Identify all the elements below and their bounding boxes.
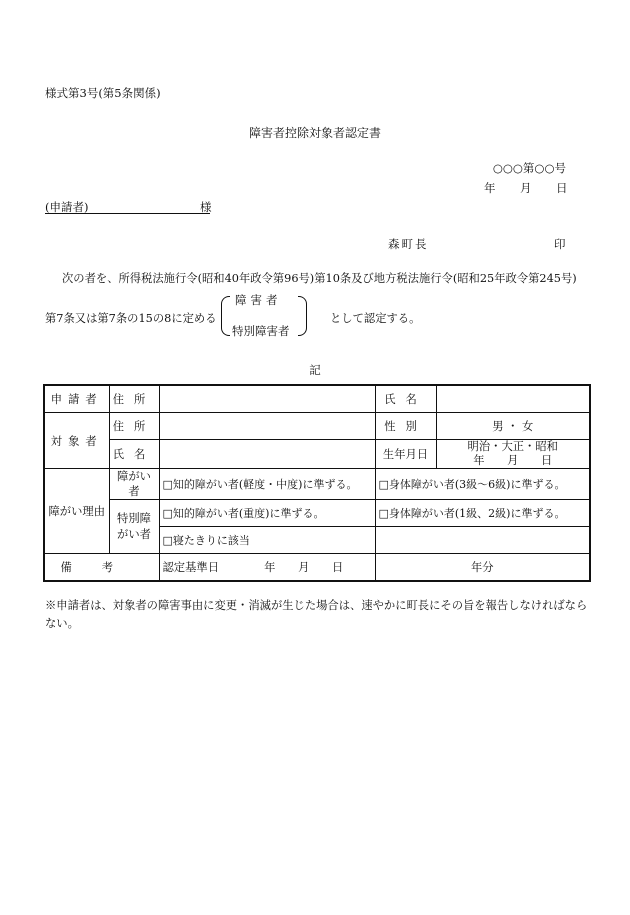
right-brace <box>298 296 307 336</box>
option-intellectual-severe[interactable]: □知的障がい者(重度)に準ずる。 <box>159 500 375 527</box>
disabled-category-label: 障がい者 <box>109 469 159 500</box>
option-physical-1-2[interactable]: □身体障がい者(1級、2級)に準ずる。 <box>375 500 590 527</box>
table-row <box>44 385 590 413</box>
special-disabled-category-label: 特別障がい者 <box>109 500 159 554</box>
body-line-2-head: 第7条又は第7条の15の8に定める <box>45 312 217 325</box>
subject-address-label: 住所 <box>109 413 159 440</box>
applicant-label: (申請者) <box>45 200 89 214</box>
subject-name-field[interactable] <box>159 440 375 469</box>
applicant-suffix: 様 <box>200 200 212 214</box>
form-id: 様式第3号(第5条関係) <box>45 86 161 100</box>
applicant-underline <box>45 213 210 214</box>
subject-name-label: 氏名 <box>109 440 159 469</box>
option-bedridden[interactable]: □寝たきりに該当 <box>159 527 375 554</box>
table-row <box>44 554 590 582</box>
option-intellectual-mild[interactable]: □知的障がい者(軽度・中度)に準ずる。 <box>159 469 375 500</box>
date-day-label: 日 <box>556 181 568 195</box>
option-physical-3-6[interactable]: □身体障がい者(3級～6級)に準ずる。 <box>375 469 590 500</box>
gender-label: 性別 <box>375 413 436 440</box>
applicant-name-label: 氏名 <box>375 385 436 413</box>
certification-table <box>43 384 591 582</box>
subject-header: 対象者 <box>44 413 109 469</box>
applicant-header: 申請者 <box>44 385 109 413</box>
issuer-name: 森町長 <box>388 237 429 251</box>
date-year-label: 年 <box>484 181 496 195</box>
body-line-1: 次の者を、所得税法施行令(昭和40年政令第96号)第10条及び地方税法施行令(昭和25年政令第245号) <box>62 272 577 285</box>
applicant-name-field[interactable] <box>436 385 590 413</box>
table-row <box>44 469 590 500</box>
applicant-address-field[interactable] <box>159 385 375 413</box>
base-date-field[interactable]: 認定基準日 年 月 日 <box>159 554 375 582</box>
table-row <box>44 413 590 440</box>
table-row <box>44 440 590 469</box>
empty-cell <box>375 527 590 554</box>
reason-header: 障がい理由 <box>44 469 109 554</box>
left-brace <box>221 296 230 336</box>
ki-heading: 記 <box>309 363 321 377</box>
date-month-label: 月 <box>520 181 532 195</box>
era-options: 明治・大正・昭和 <box>467 440 558 453</box>
option-disabled: 障害者 <box>235 293 282 307</box>
subject-address-field[interactable] <box>159 413 375 440</box>
table-row <box>44 500 590 527</box>
seal-mark: 印 <box>554 237 566 251</box>
body-line-2-tail: として認定する。 <box>330 312 421 325</box>
document-title: 障害者控除対象者認定書 <box>248 126 381 140</box>
remarks-header: 備考 <box>44 554 159 582</box>
birth-ymd: 年 月 日 <box>473 454 553 467</box>
footnote: ※申請者は、対象者の障害事由に変更・消滅が生じた場合は、速やかに町長にその旨を報告しなければならない。 <box>45 599 588 630</box>
gender-value[interactable]: 男 ・ 女 <box>436 413 590 440</box>
document-number: ○○○第○○号 <box>492 161 566 175</box>
birth-date-value[interactable] <box>436 440 590 469</box>
option-special-disabled: 特別障害者 <box>232 324 290 338</box>
birth-date-label: 生年月日 <box>375 440 436 469</box>
tax-year-field[interactable]: 年分 <box>375 554 590 582</box>
applicant-address-label: 住所 <box>109 385 159 413</box>
